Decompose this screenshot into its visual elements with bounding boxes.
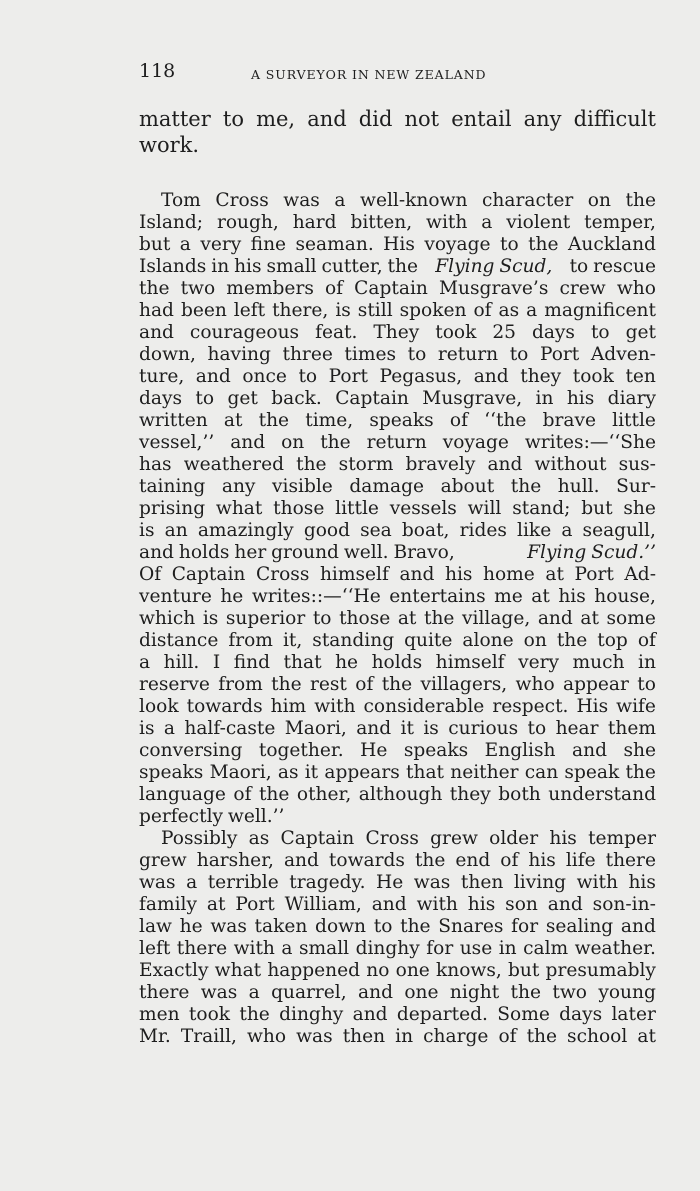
text-line: Islands in his small cutter, the Flying Scud, to rescue bbox=[139, 256, 656, 277]
text-line: down, having three times to return to Port Adven- bbox=[139, 344, 656, 365]
text-line: men took the dinghy and departed. Some days later bbox=[139, 1004, 656, 1025]
text-line: Tom Cross was a well-known character on the bbox=[161, 190, 656, 211]
text-line: speaks Maori, as it appears that neither can speak the bbox=[139, 762, 656, 783]
text-line: was a terrible tragedy. He was then living with his bbox=[139, 872, 656, 893]
text-line: written at the time, speaks of ‘‘the brave little bbox=[139, 410, 656, 431]
text-line: conversing together. He speaks English and she bbox=[139, 740, 656, 761]
text-line: reserve from the rest of the villagers, who appear to bbox=[139, 674, 656, 695]
ship-name: Flying Scud.’’ bbox=[527, 542, 656, 563]
text-line: ture, and once to Port Pegasus, and they took ten bbox=[139, 366, 656, 387]
text-line: has weathered the storm bravely and without sus- bbox=[139, 454, 656, 475]
body-text bbox=[139, 106, 656, 1048]
text-line: Mr. Traill, who was then in charge of the school at bbox=[139, 1026, 656, 1047]
text-line: Possibly as Captain Cross grew older his temper bbox=[161, 828, 656, 849]
text-line: vessel,’’ and on the return voyage writes:—‘‘She bbox=[139, 432, 656, 453]
text-line: left there with a small dinghy for use in calm weather. bbox=[139, 938, 656, 959]
page-header bbox=[139, 58, 656, 88]
text-line: Of Captain Cross himself and his home at Port Ad- bbox=[139, 564, 656, 585]
text-line: which is superior to those at the village, and at some bbox=[139, 608, 656, 629]
text-line: is an amazingly good sea boat, rides like a seagull, bbox=[139, 520, 656, 541]
running-title: A SURVEYOR IN NEW ZEALAND bbox=[251, 67, 487, 82]
text-line: family at Port William, and with his son and son-in- bbox=[139, 894, 656, 915]
ship-name: Flying Scud, bbox=[435, 256, 553, 277]
page-number: 118 bbox=[139, 60, 176, 82]
text-line: but a very fine seaman. His voyage to the Auckland bbox=[139, 234, 656, 255]
text-line: a hill. I find that he holds himself very much in bbox=[139, 652, 656, 673]
text-line: Exactly what happened no one knows, but presumably bbox=[139, 960, 656, 981]
text-line: Island; rough, hard bitten, with a violent temper, bbox=[139, 212, 656, 233]
text-line: taining any visible damage about the hull. Sur- bbox=[139, 476, 656, 497]
text-line: and courageous feat. They took 25 days to get bbox=[139, 322, 656, 343]
text-line: language of the other, although they both understand bbox=[139, 784, 656, 805]
text-line: the two members of Captain Musgrave’s crew who bbox=[139, 278, 656, 299]
text-line: there was a quarrel, and one night the two young bbox=[139, 982, 656, 1003]
text-line: had been left there, is still spoken of as a magnificent bbox=[139, 300, 656, 321]
text-line: and holds her ground well. Bravo, Flying Scud.’’ bbox=[139, 542, 656, 563]
text-line: days to get back. Captain Musgrave, in his diary bbox=[139, 388, 656, 409]
text-line: matter to me, and did not entail any difficult bbox=[139, 107, 656, 131]
text-line: perfectly well.’’ bbox=[139, 806, 285, 827]
text-line: prising what those little vessels will stand; but she bbox=[139, 498, 656, 519]
text-line: look towards him with considerable respect. His wife bbox=[139, 696, 656, 717]
text-line: is a half-caste Maori, and it is curious to hear them bbox=[139, 718, 656, 739]
text-line: venture he writes::—‘‘He entertains me at his house, bbox=[139, 586, 656, 607]
text-line: grew harsher, and towards the end of his life there bbox=[139, 850, 656, 871]
paragraph-gap bbox=[139, 158, 656, 190]
text-line: law he was taken down to the Snares for sealing and bbox=[139, 916, 656, 937]
text-line: work. bbox=[139, 133, 200, 157]
text-line: distance from it, standing quite alone on the top of bbox=[139, 630, 656, 651]
